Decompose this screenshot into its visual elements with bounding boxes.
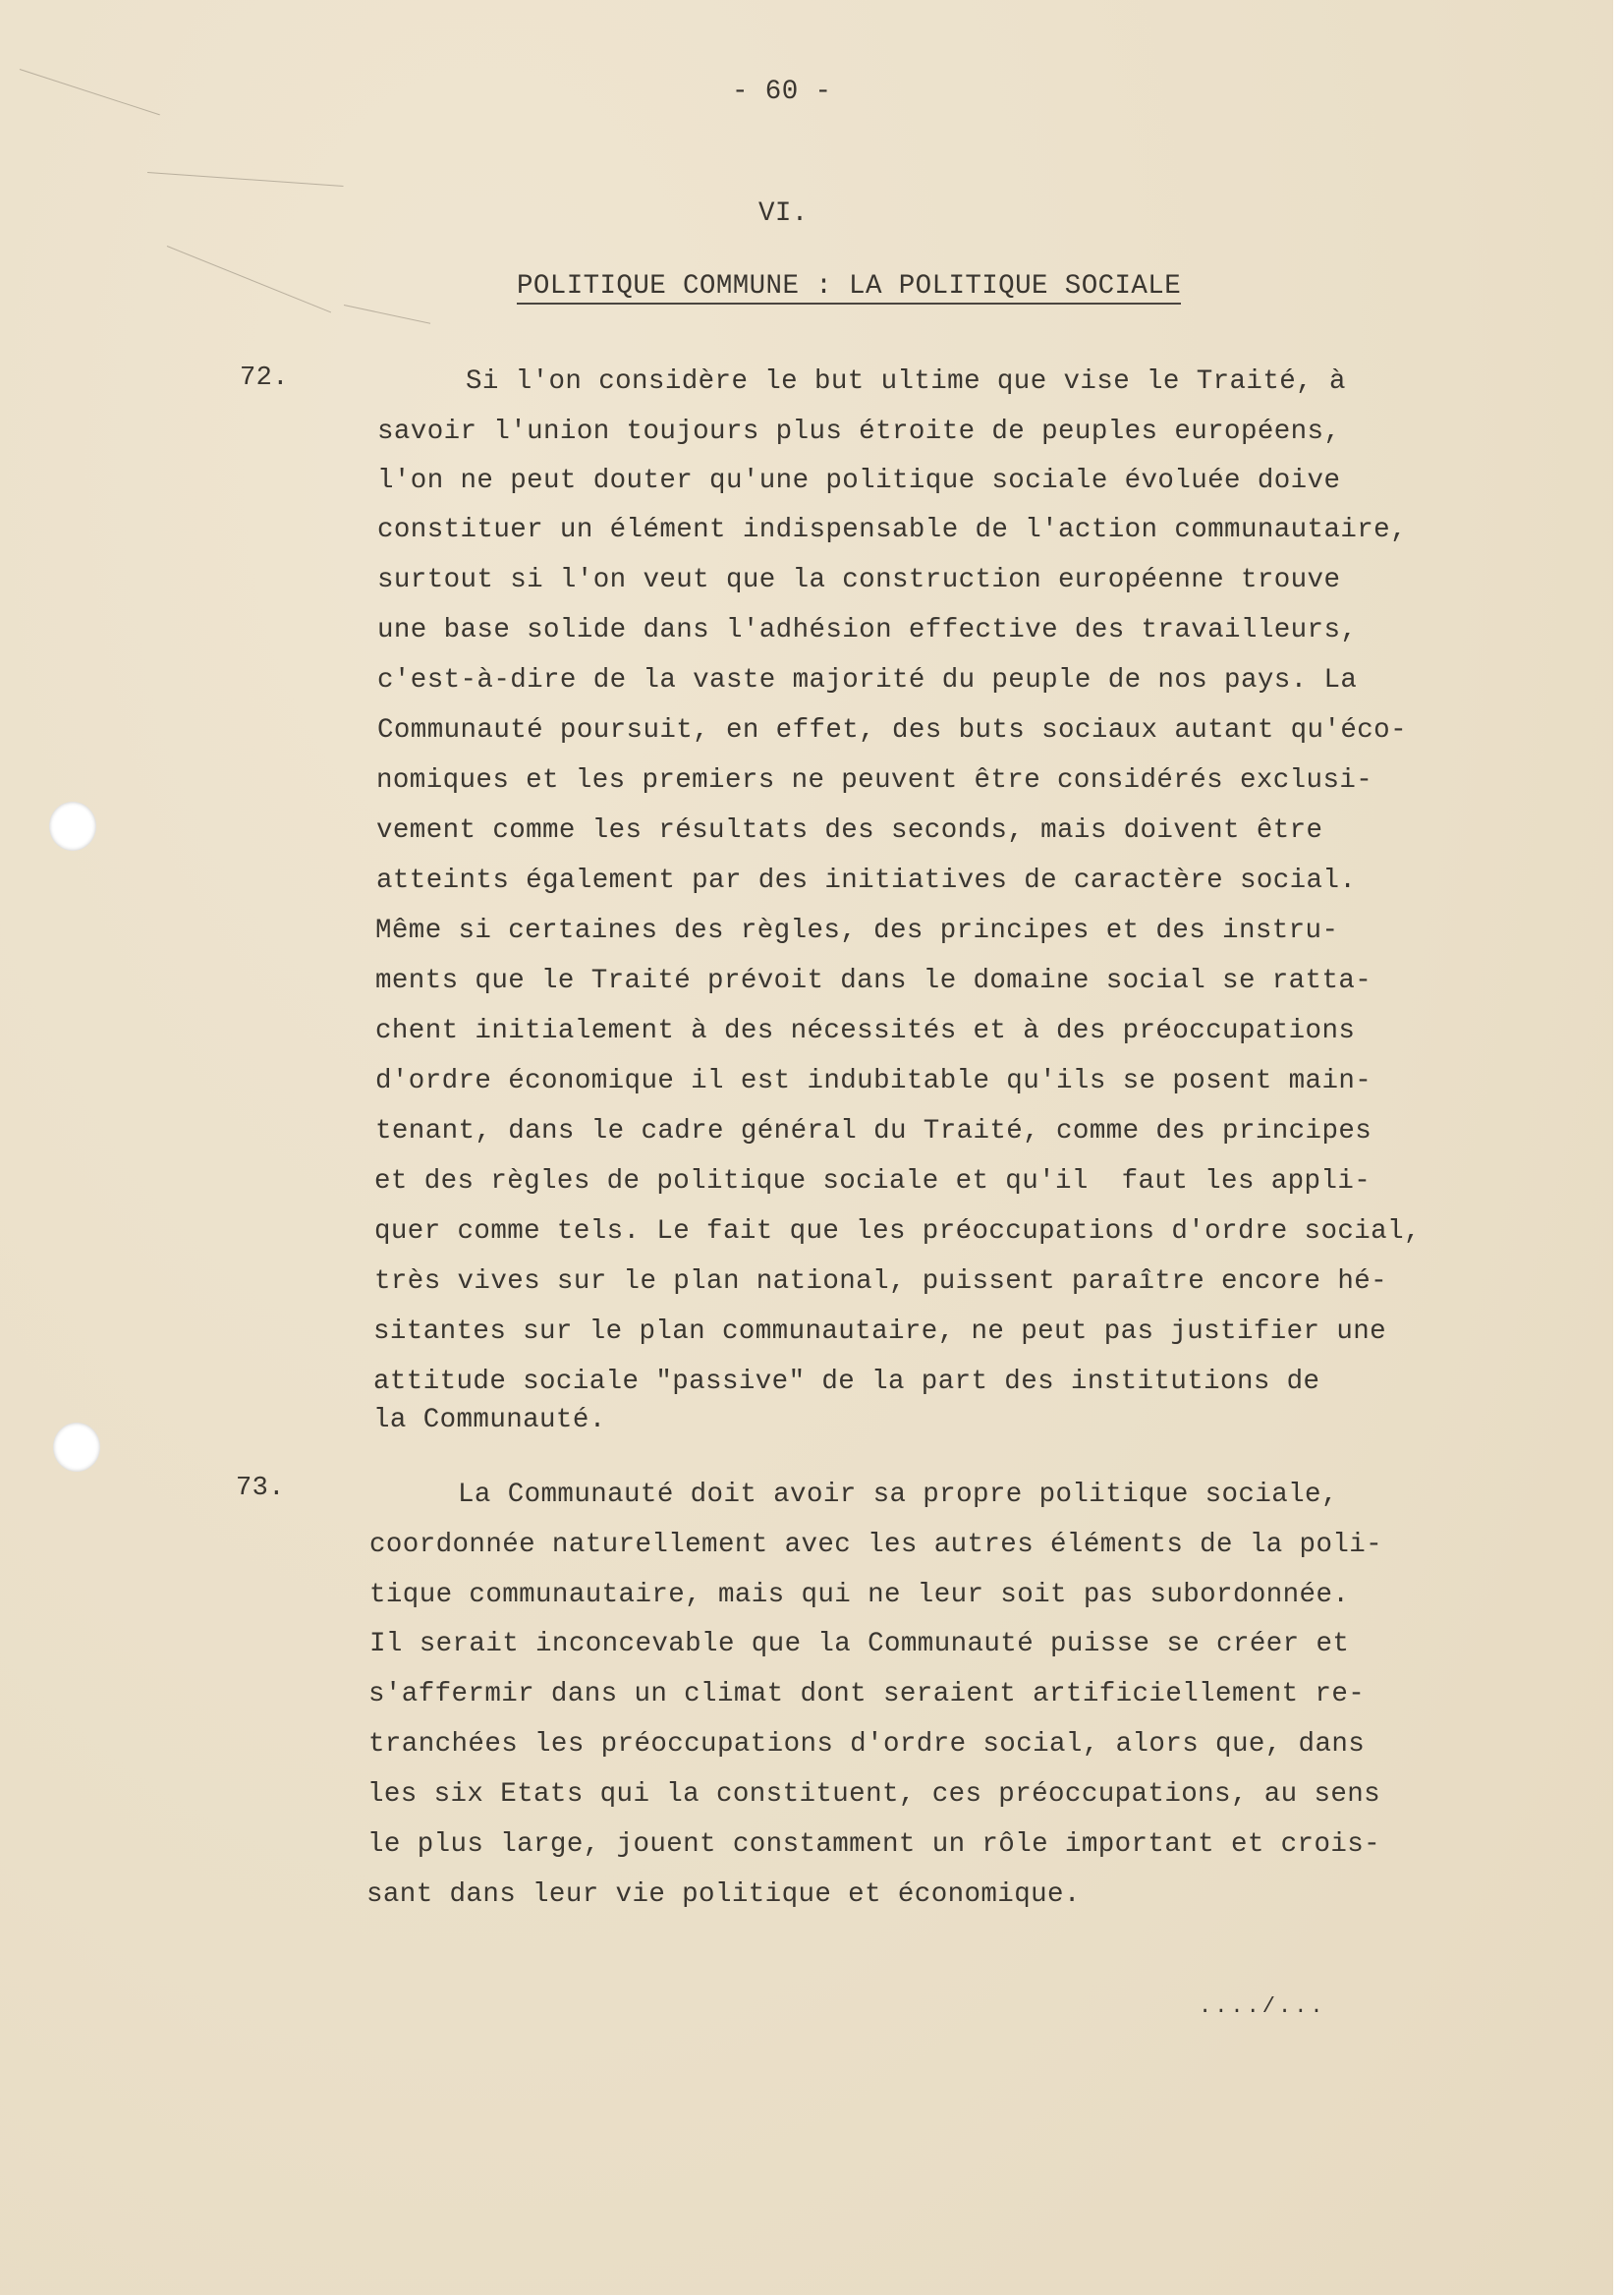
paragraph-line: Communauté poursuit, en effet, des buts sociaux autant qu'éco-	[377, 715, 1407, 746]
paragraph-line: atteints également par des initiatives de caractère social.	[376, 866, 1357, 896]
paragraph-line: c'est-à-dire de la vaste majorité du peuple de nos pays. La	[377, 665, 1358, 696]
page-number: - 60 -	[732, 77, 832, 107]
paragraph-line: tenant, dans le cadre général du Traité, comme des principes	[375, 1116, 1372, 1147]
paragraph-line: quer comme tels. Le fait que les préoccupations d'ordre social,	[374, 1216, 1421, 1247]
page-edge-margin	[1613, 0, 1624, 2295]
chapter-number: VI.	[758, 198, 809, 229]
paragraph-line: ments que le Traité prévoit dans le domaine social se ratta-	[375, 966, 1372, 996]
paper-crease	[167, 246, 331, 312]
paragraph-line: une base solide dans l'adhésion effective des travailleurs,	[377, 615, 1358, 645]
paragraph-line: sitantes sur le plan communautaire, ne peut pas justifier une	[373, 1316, 1387, 1347]
paragraph-line: d'ordre économique il est indubitable qu'ils se posent main-	[375, 1066, 1372, 1096]
paragraph-line: chent initialement à des nécessités et à des préoccupations	[375, 1016, 1356, 1046]
paragraph-line: nomiques et les premiers ne peuvent être considérés exclusi-	[376, 765, 1373, 796]
paragraph-line: s'affermir dans un climat dont seraient artificiellement re-	[368, 1679, 1366, 1709]
paragraph-line: et des règles de politique sociale et qu'il faut les appli-	[374, 1166, 1372, 1197]
section-title: POLITIQUE COMMUNE : LA POLITIQUE SOCIALE	[517, 271, 1181, 305]
continuation-mark: ..../...	[1199, 1994, 1326, 2019]
paragraph-number: 72.	[240, 364, 289, 393]
paragraph-line: Même si certaines des règles, des principes et des instru-	[375, 916, 1339, 946]
paragraph-line: La Communauté doit avoir sa propre politique sociale,	[458, 1480, 1338, 1510]
paragraph-number: 73.	[236, 1474, 285, 1503]
paragraph-line: savoir l'union toujours plus étroite de peuples européens,	[377, 417, 1341, 447]
paragraph-line: coordonnée naturellement avec les autres éléments de la poli-	[369, 1530, 1383, 1560]
paragraph-line: Il serait inconcevable que la Communauté puisse se créer et	[369, 1629, 1350, 1659]
paragraph-line: le plus large, jouent constamment un rôle important et crois-	[367, 1829, 1381, 1860]
paper-crease	[147, 172, 344, 187]
paper-crease	[20, 69, 160, 115]
paragraph-line: attitude sociale "passive" de la part des institutions de	[373, 1367, 1320, 1397]
paragraph-line: constituer un élément indispensable de l'action communautaire,	[377, 515, 1407, 545]
paragraph-line: vement comme les résultats des seconds, mais doivent être	[376, 815, 1323, 846]
punch-hole	[49, 802, 96, 851]
paragraph-line: la Communauté.	[373, 1405, 606, 1435]
paragraph-line: Si l'on considère le but ultime que vise le Traité, à	[466, 366, 1346, 397]
paragraph-line: sant dans leur vie politique et économique.	[366, 1879, 1081, 1910]
paragraph-line: les six Etats qui la constituent, ces préoccupations, au sens	[367, 1779, 1381, 1810]
paragraph-line: l'on ne peut douter qu'une politique sociale évoluée doive	[377, 466, 1341, 496]
paragraph-line: tranchées les préoccupations d'ordre social, alors que, dans	[368, 1729, 1366, 1760]
paragraph-line: tique communautaire, mais qui ne leur soit pas subordonnée.	[369, 1580, 1350, 1610]
punch-hole	[53, 1423, 100, 1472]
paragraph-line: surtout si l'on veut que la construction européenne trouve	[377, 565, 1341, 595]
paragraph-line: très vives sur le plan national, puissent paraître encore hé-	[374, 1266, 1388, 1297]
paper-crease	[344, 305, 430, 324]
